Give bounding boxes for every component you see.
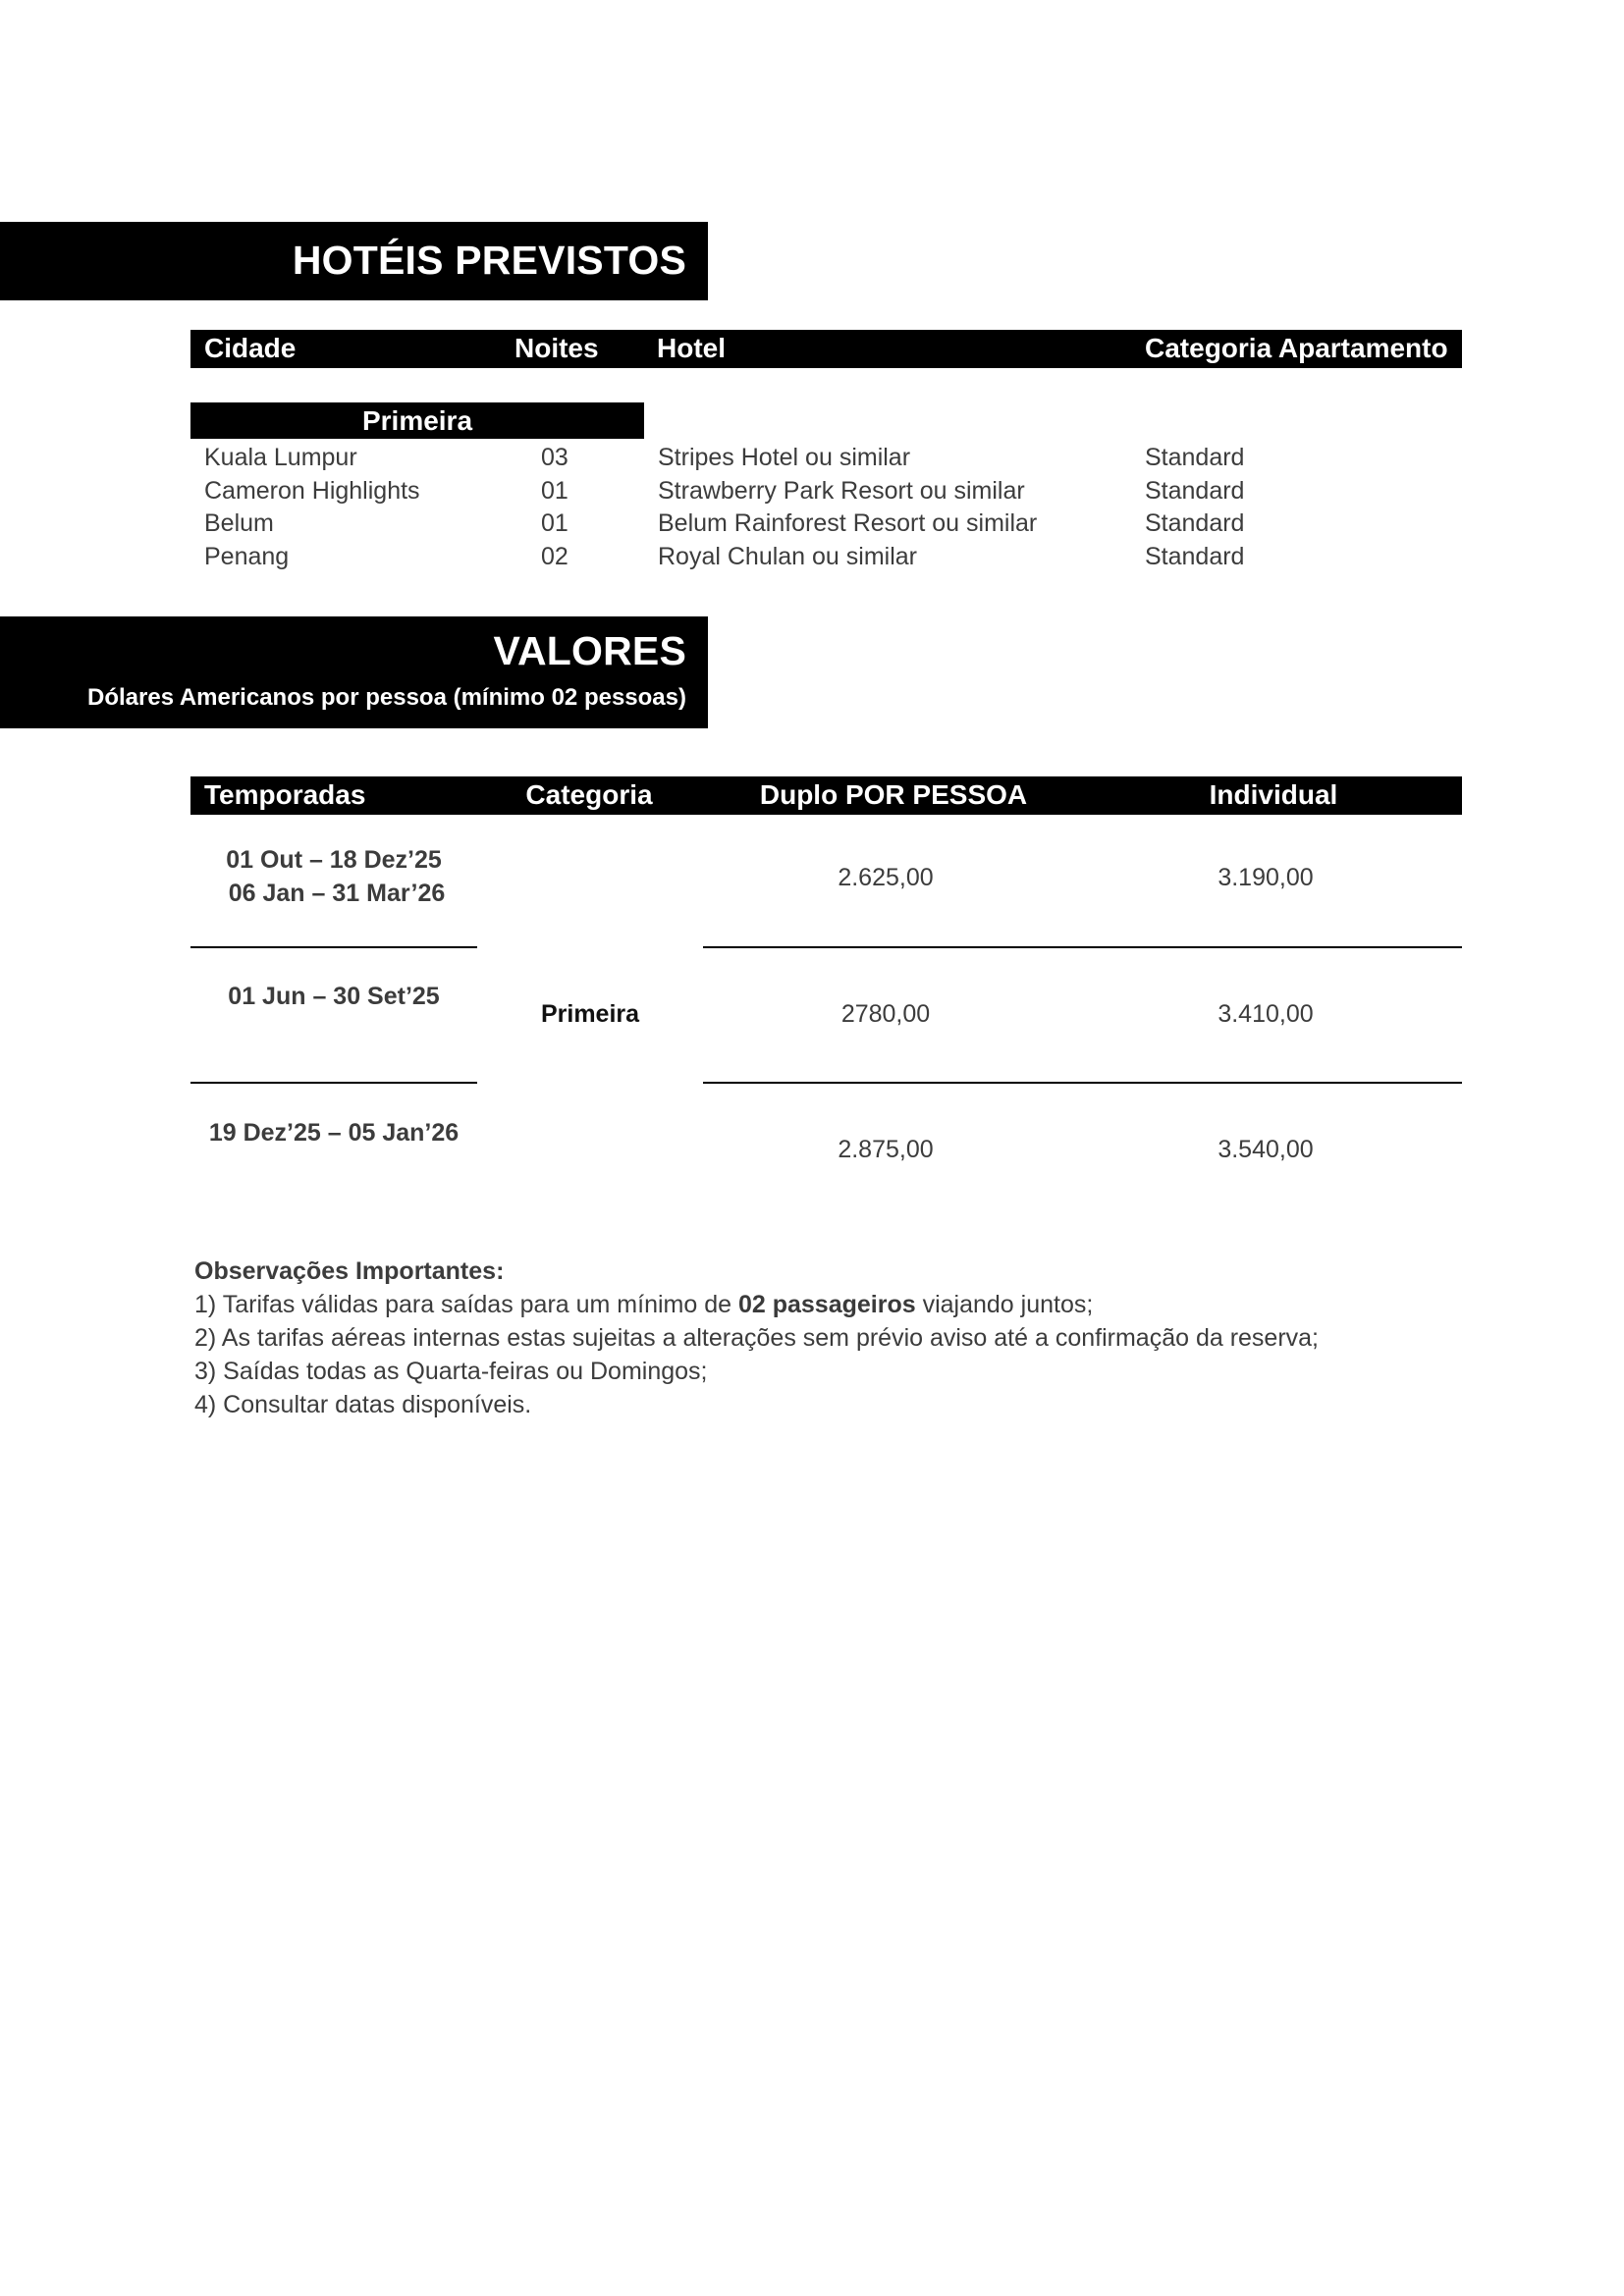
price-single: 3.190,00 [1218,864,1314,891]
price-double: 2.875,00 [838,1136,934,1163]
season-line: 19 Dez’25 – 05 Jan’26 [208,1119,460,1147]
hotels-header [190,330,1462,368]
hotel-room: Standard [1145,444,1245,471]
hotel-city: Penang [204,543,290,570]
col-hotel: Hotel [657,333,726,363]
category-bar [190,402,644,439]
price-single: 3.540,00 [1218,1136,1314,1163]
note-2: 2) As tarifas aéreas internas estas sujeitas a alterações sem prévio aviso até a confirmação da reserva; [194,1324,1320,1352]
values-header [190,776,1462,815]
note-1 [194,1288,1319,1321]
col-temporadas: Temporadas [204,779,366,810]
hotels-banner [0,222,708,300]
hotel-name: Royal Chulan ou similar [658,543,918,570]
price-double: 2780,00 [840,1000,931,1028]
notes-title: Observações Importantes: [194,1257,505,1285]
hotel-nights: 01 [541,509,568,537]
note-4: 4) Consultar datas disponíveis. [194,1391,532,1418]
hotel-name: Belum Rainforest Resort ou similar [658,509,1038,537]
row-divider [190,946,477,948]
col-categoria: Categoria [525,779,653,810]
note-3: 3) Saídas todas as Quarta-feiras ou Domingos; [194,1358,708,1385]
row-divider [190,1082,477,1084]
season-line: 06 Jan – 31 Mar’26 [228,880,446,907]
col-noites: Noites [514,333,599,363]
price-double: 2.625,00 [838,864,934,891]
hotels-title: HOTÉIS PREVISTOS [292,238,686,283]
hotel-row [0,474,1624,507]
hotel-name: Strawberry Park Resort ou similar [658,477,1025,505]
hotel-city: Kuala Lumpur [204,444,357,471]
hotel-nights: 02 [541,543,568,570]
season-line: 01 Out – 18 Dez’25 [226,846,442,874]
hotel-city: Belum [204,509,274,537]
col-duplo: Duplo POR PESSOA [759,779,1028,810]
col-cidade: Cidade [204,333,297,363]
hotel-row [0,507,1624,540]
notes [194,1255,1319,1421]
hotel-room: Standard [1145,509,1245,537]
category-label: Primeira [361,405,473,436]
hotel-name: Stripes Hotel ou similar [658,444,911,471]
values-title: VALORES [493,628,686,673]
note-1-bold: 02 passageiros [737,1291,916,1318]
note-1-suffix: viajando juntos; [915,1291,1094,1318]
hotel-row [0,441,1624,474]
row-divider [703,946,1462,948]
note-1-prefix: 1) Tarifas válidas para saídas para um mínimo de [194,1291,738,1318]
col-individual: Individual [1209,779,1338,810]
values-banner [0,616,708,728]
price-single: 3.410,00 [1218,1000,1314,1028]
values-subtitle: Dólares Americanos por pessoa (mínimo 02 pessoas) [87,684,686,711]
hotel-row [0,540,1624,573]
row-divider [703,1082,1462,1084]
hotel-room: Standard [1145,477,1245,505]
col-categoria-apartamento: Categoria Apartamento [1145,333,1448,363]
hotel-nights: 03 [541,444,568,471]
hotel-room: Standard [1145,543,1245,570]
hotel-nights: 01 [541,477,568,505]
season-line: 01 Jun – 30 Set’25 [228,983,440,1010]
category-value: Primeira [540,1000,640,1028]
hotel-city: Cameron Highlights [204,477,420,505]
